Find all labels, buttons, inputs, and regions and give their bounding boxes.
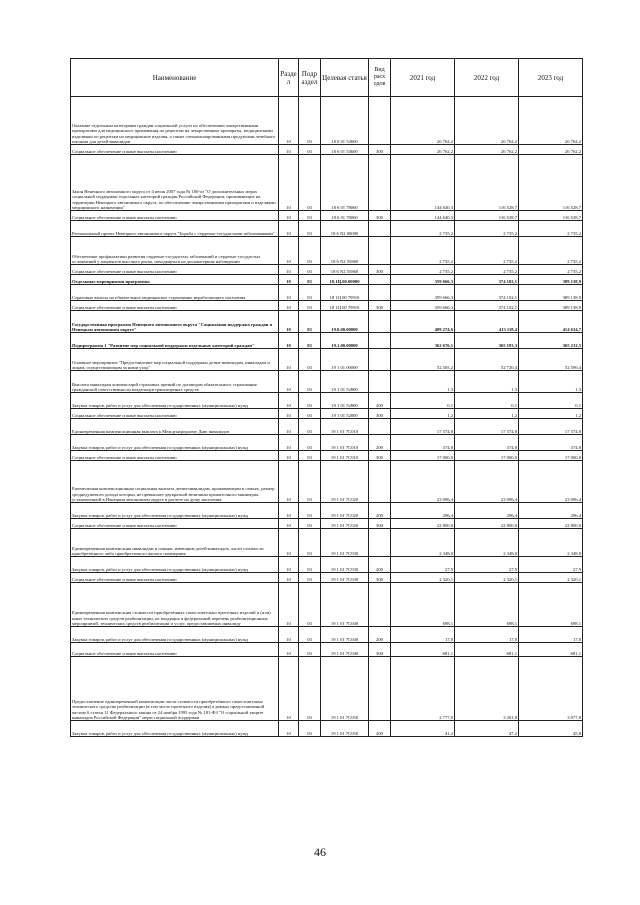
row-name: Социальное обеспечение и иные выплаты населению bbox=[71, 573, 279, 583]
table-row bbox=[71, 451, 583, 461]
table-row bbox=[71, 503, 583, 519]
row-target: 19 1 01 7С020 bbox=[321, 461, 369, 503]
table-row bbox=[71, 97, 583, 145]
row-name: Социальное обеспечение и иные выплаты населению bbox=[71, 145, 279, 155]
row-vid: 300 bbox=[369, 145, 391, 155]
row-razdel: 10 bbox=[279, 275, 299, 285]
row-name: Региональный проект Ненецкого автономного округа "Борьба с сердечно-сосудистыми заболеваниями" bbox=[71, 221, 279, 237]
row-podrazdel: 03 bbox=[299, 155, 321, 211]
row-target: 18 6 01 78060 bbox=[321, 211, 369, 221]
row-name: Выплата инвалидам компенсаций страховых премий по договорам обязательного страхования гражданской ответственности владельцев транспортных средств bbox=[71, 371, 279, 393]
row-name: Закупка товаров, работ и услуг для обеспечения государственных (муниципальных) нужд bbox=[71, 557, 279, 573]
row-2021: 23 096,4 bbox=[391, 461, 455, 503]
row-2022: 52 720,4 bbox=[455, 349, 519, 371]
row-vid: 200 bbox=[369, 393, 391, 409]
table-row bbox=[71, 657, 583, 721]
row-target: 19 1 01 7С030 bbox=[321, 557, 369, 573]
row-vid bbox=[369, 285, 391, 301]
row-target: 19 1 01 7С010 bbox=[321, 451, 369, 461]
row-2022: 26 762,2 bbox=[455, 145, 519, 155]
row-2022: 22 800,0 bbox=[455, 519, 519, 529]
row-vid bbox=[369, 237, 391, 265]
row-target: 18.1Ц.00.00000 bbox=[321, 275, 369, 285]
row-name: Закупка товаров, работ и услуг для обеспечения государственных (муниципальных) нужд bbox=[71, 503, 279, 519]
row-razdel: 10 bbox=[279, 311, 299, 333]
row-2022: 116 528,7 bbox=[455, 211, 519, 221]
row-vid: 300 bbox=[369, 211, 391, 221]
row-vid: 300 bbox=[369, 643, 391, 657]
row-podrazdel: 03 bbox=[299, 285, 321, 301]
table-row bbox=[71, 237, 583, 265]
row-2022: 0,1 bbox=[455, 393, 519, 409]
row-razdel: 10 bbox=[279, 557, 299, 573]
row-2021: 409 274,6 bbox=[391, 311, 455, 333]
row-2021: 26 762,2 bbox=[391, 145, 455, 155]
row-name: Оказание отдельным категориям граждан социальной услуги по обеспечению лекарственными препаратами для медицинского применения по рецептам на лекарственные препараты, медицинскими изделиями по рецептам на медицинские изделия, а также специализированными продуктами лечебного питания для детей-инвалидов bbox=[71, 97, 279, 145]
row-2023: 681,1 bbox=[519, 643, 583, 657]
table-row bbox=[71, 461, 583, 503]
row-vid bbox=[369, 155, 391, 211]
row-podrazdel: 03 bbox=[299, 643, 321, 657]
row-razdel: 10 bbox=[279, 349, 299, 371]
row-2021: 17 000,0 bbox=[391, 451, 455, 461]
row-name: Подпрограмма 1 "Развитие мер социальной поддержки отдельных категорий граждан" bbox=[71, 333, 279, 349]
row-2023: 2 735,2 bbox=[519, 221, 583, 237]
row-name: Основное мероприятие "Предоставление мер социальной поддержки детям-инвалидам, инвалидам и лицам, осуществляющим за ними уход" bbox=[71, 349, 279, 371]
row-2023: 0,1 bbox=[519, 393, 583, 409]
row-vid: 200 bbox=[369, 627, 391, 643]
row-razdel: 10 bbox=[279, 211, 299, 221]
row-2021: 359 666,3 bbox=[391, 275, 455, 285]
row-2023: 296,4 bbox=[519, 503, 583, 519]
row-2022: 2 320,1 bbox=[455, 573, 519, 583]
table-row bbox=[71, 627, 583, 643]
row-2021: 17 374,8 bbox=[391, 419, 455, 435]
row-2022: 2 735,2 bbox=[455, 265, 519, 275]
row-2021: 2 735,2 bbox=[391, 265, 455, 275]
row-razdel: 10 bbox=[279, 573, 299, 583]
row-2023: 2 735,2 bbox=[519, 237, 583, 265]
row-2022: 2 348,0 bbox=[455, 529, 519, 557]
row-name: Социальное обеспечение и иные выплаты населению bbox=[71, 643, 279, 657]
row-2021: 2 735,2 bbox=[391, 237, 455, 265]
row-podrazdel: 03 bbox=[299, 301, 321, 311]
row-2022: 681,1 bbox=[455, 643, 519, 657]
header-name: Наименование bbox=[71, 59, 279, 97]
row-razdel: 10 bbox=[279, 285, 299, 301]
row-2022: 17 000,0 bbox=[455, 451, 519, 461]
row-target: 19.1.00.00000 bbox=[321, 333, 369, 349]
row-2023: 2 348,0 bbox=[519, 529, 583, 557]
row-2022: 365 183,3 bbox=[455, 333, 519, 349]
row-2021: 41,2 bbox=[391, 721, 455, 737]
row-podrazdel: 03 bbox=[299, 371, 321, 393]
row-2023: 374,8 bbox=[519, 435, 583, 451]
row-2022: 374,8 bbox=[455, 435, 519, 451]
row-razdel: 10 bbox=[279, 393, 299, 409]
row-razdel: 10 bbox=[279, 237, 299, 265]
table-row bbox=[71, 145, 583, 155]
row-razdel: 10 bbox=[279, 503, 299, 519]
row-name: Закон Ненецкого автономного округа от 4 июля 2007 года № 100-оз "О дополнительных мерах социальной поддержки отдельных категорий граждан Российской Федерации, проживающих на территории Ненецкого автономного округа, по обеспечению лекарственными препаратами и изделиями медицинского назначения" bbox=[71, 155, 279, 211]
row-target: 19 1 01 52800 bbox=[321, 371, 369, 393]
row-name: Обеспечение профилактики развития сердечно-сосудистых заболеваний и сердечно-сосудистых осложнений у пациентов высокого риска, находящихся на диспансерном наблюдении bbox=[71, 237, 279, 265]
row-2023: 389 138,9 bbox=[519, 275, 583, 285]
header-razdel: Разде л bbox=[279, 59, 299, 97]
row-2023: 52 596,4 bbox=[519, 349, 583, 371]
row-2022: 1,2 bbox=[455, 409, 519, 419]
table-row bbox=[71, 211, 583, 221]
row-2021: 2 777,0 bbox=[391, 657, 455, 721]
row-2022: 23 096,4 bbox=[455, 461, 519, 503]
header-vid: Вид расх одов bbox=[369, 59, 391, 97]
row-2021: 374,8 bbox=[391, 435, 455, 451]
row-name: Страховые взносы на обязательное медицинское страхование неработающего населения bbox=[71, 285, 279, 301]
row-razdel: 10 bbox=[279, 643, 299, 657]
table-row bbox=[71, 583, 583, 627]
table-row bbox=[71, 371, 583, 393]
row-vid bbox=[369, 419, 391, 435]
table-body bbox=[71, 97, 583, 737]
row-target: 19 1 01 52800 bbox=[321, 393, 369, 409]
row-2023: 2 320,1 bbox=[519, 573, 583, 583]
row-razdel: 10 bbox=[279, 97, 299, 145]
row-podrazdel: 03 bbox=[299, 265, 321, 275]
row-2023: 17 000,0 bbox=[519, 451, 583, 461]
row-razdel: 10 bbox=[279, 627, 299, 643]
row-podrazdel: 03 bbox=[299, 573, 321, 583]
table-header-row bbox=[71, 59, 583, 97]
row-razdel: 10 bbox=[279, 265, 299, 275]
row-2023: 2 735,2 bbox=[519, 265, 583, 275]
row-2023: 389 138,9 bbox=[519, 285, 583, 301]
row-podrazdel: 03 bbox=[299, 97, 321, 145]
row-target: 18 6 N2 55860 bbox=[321, 237, 369, 265]
row-vid bbox=[369, 461, 391, 503]
table-row bbox=[71, 155, 583, 211]
row-target: 19 1 01 7С040 bbox=[321, 583, 369, 627]
row-2021: 0,1 bbox=[391, 393, 455, 409]
row-2021: 144 640,3 bbox=[391, 155, 455, 211]
row-target: 18 6 01 78060 bbox=[321, 155, 369, 211]
row-2023: 27,9 bbox=[519, 557, 583, 573]
row-podrazdel: 03 bbox=[299, 311, 321, 333]
row-razdel: 10 bbox=[279, 435, 299, 451]
row-podrazdel: 03 bbox=[299, 221, 321, 237]
header-2023: 2023 год bbox=[519, 59, 583, 97]
row-razdel: 10 bbox=[279, 451, 299, 461]
row-name: Единовременная компенсационная выплата к Международному Дню инвалидов bbox=[71, 419, 279, 435]
row-razdel: 10 bbox=[279, 301, 299, 311]
row-razdel: 10 bbox=[279, 461, 299, 503]
row-2022: 698,1 bbox=[455, 583, 519, 627]
row-razdel: 10 bbox=[279, 155, 299, 211]
header-2021: 2021 год bbox=[391, 59, 455, 97]
row-podrazdel: 03 bbox=[299, 275, 321, 285]
table-row bbox=[71, 643, 583, 657]
table-row bbox=[71, 409, 583, 419]
row-2022: 3 201,8 bbox=[455, 657, 519, 721]
row-name: Закупка товаров, работ и услуг для обеспечения государственных (муниципальных) нужд bbox=[71, 393, 279, 409]
row-vid: 300 bbox=[369, 573, 391, 583]
row-2022: 374 102,1 bbox=[455, 301, 519, 311]
row-razdel: 10 bbox=[279, 519, 299, 529]
row-2021: 362 676,1 bbox=[391, 333, 455, 349]
row-vid: 300 bbox=[369, 409, 391, 419]
row-razdel: 10 bbox=[279, 371, 299, 393]
row-target: 19 1 01 7С050 bbox=[321, 657, 369, 721]
row-2023: 17 374,8 bbox=[519, 419, 583, 435]
row-target: 18 6 01 54600 bbox=[321, 145, 369, 155]
row-razdel: 10 bbox=[279, 409, 299, 419]
row-razdel: 10 bbox=[279, 221, 299, 237]
row-2023: 698,1 bbox=[519, 583, 583, 627]
row-podrazdel: 03 bbox=[299, 145, 321, 155]
row-target: 19 1 01 7С040 bbox=[321, 643, 369, 657]
row-2021: 681,1 bbox=[391, 643, 455, 657]
row-target: 19 1 01 7С030 bbox=[321, 529, 369, 557]
row-vid bbox=[369, 221, 391, 237]
row-podrazdel: 03 bbox=[299, 583, 321, 627]
row-2021: 144 640,3 bbox=[391, 211, 455, 221]
row-2022: 413 118,4 bbox=[455, 311, 519, 333]
row-2021: 22 800,0 bbox=[391, 519, 455, 529]
row-target: 19 1 01 7С010 bbox=[321, 419, 369, 435]
row-podrazdel: 03 bbox=[299, 333, 321, 349]
row-vid bbox=[369, 349, 391, 371]
row-2021: 17,0 bbox=[391, 627, 455, 643]
page-number: 46 bbox=[314, 845, 326, 859]
row-2022: 2 735,2 bbox=[455, 237, 519, 265]
row-vid: 300 bbox=[369, 301, 391, 311]
table-row bbox=[71, 557, 583, 573]
row-podrazdel: 03 bbox=[299, 451, 321, 461]
row-podrazdel: 03 bbox=[299, 721, 321, 737]
row-podrazdel: 03 bbox=[299, 503, 321, 519]
row-vid: 300 bbox=[369, 451, 391, 461]
row-2023: 23 096,4 bbox=[519, 461, 583, 503]
row-razdel: 10 bbox=[279, 529, 299, 557]
row-2021: 2 348,0 bbox=[391, 529, 455, 557]
row-target: 19 1 01 52800 bbox=[321, 409, 369, 419]
row-name: Ежемесячная компенсационная социальная выплата детям-инвалидам, проживающим в семьях, размер среднедушевого дохода которых не превышает двукратной величины прожиточного минимума, установленной в Ненецком автономном округе в расчете на душу населения bbox=[71, 461, 279, 503]
row-vid bbox=[369, 583, 391, 627]
row-podrazdel: 03 bbox=[299, 627, 321, 643]
row-target: 19.0.00.00000 bbox=[321, 311, 369, 333]
row-2021: 359 666,3 bbox=[391, 301, 455, 311]
row-razdel: 10 bbox=[279, 333, 299, 349]
row-2023: 1,3 bbox=[519, 371, 583, 393]
row-vid bbox=[369, 275, 391, 285]
row-2023: 45,8 bbox=[519, 721, 583, 737]
row-target: 19 1 01 00000 bbox=[321, 349, 369, 371]
row-2022: 2 735,2 bbox=[455, 221, 519, 237]
row-2023: 17,0 bbox=[519, 627, 583, 643]
row-name: Социальное обеспечение и иные выплаты населению bbox=[71, 409, 279, 419]
row-podrazdel: 03 bbox=[299, 237, 321, 265]
row-2022: 296,4 bbox=[455, 503, 519, 519]
row-2022: 374 102,1 bbox=[455, 275, 519, 285]
table-row bbox=[71, 333, 583, 349]
row-2021: 26 762,2 bbox=[391, 97, 455, 145]
row-2023: 26 762,2 bbox=[519, 145, 583, 155]
row-podrazdel: 03 bbox=[299, 435, 321, 451]
row-razdel: 10 bbox=[279, 145, 299, 155]
row-2023: 116 528,7 bbox=[519, 211, 583, 221]
row-2023: 365 213,5 bbox=[519, 333, 583, 349]
row-name: Единовременная компенсация инвалидам и семьям, имеющим детей-инвалидов, части стоимости приобретённого либо приобретаемого жилого помещения bbox=[71, 529, 279, 557]
table-row bbox=[71, 275, 583, 285]
row-2022: 1,3 bbox=[455, 371, 519, 393]
row-podrazdel: 03 bbox=[299, 349, 321, 371]
row-name: Предоставление единовременной компенсации части стоимости приобретённого самостоятельно технического средства реабилитации (в том числе протезного изделия) в рамках предоставленной частью 6 статьи 11 Федерального закона от 24 ноября 1995 года № 181-ФЗ "О социальной защите инвалидов Российской Федерации" меры социальной поддержки bbox=[71, 657, 279, 721]
row-name: Отдельные мероприятия программы bbox=[71, 275, 279, 285]
row-name: Социальное обеспечение и иные выплаты населению bbox=[71, 265, 279, 275]
table-row bbox=[71, 529, 583, 557]
row-2023: 22 800,0 bbox=[519, 519, 583, 529]
row-target: 19 1 01 7С040 bbox=[321, 627, 369, 643]
row-2021: 1,2 bbox=[391, 409, 455, 419]
row-podrazdel: 03 bbox=[299, 461, 321, 503]
table-row bbox=[71, 721, 583, 737]
row-2022: 27,9 bbox=[455, 557, 519, 573]
header-target: Целевая статья bbox=[321, 59, 369, 97]
row-2023: 3 077,8 bbox=[519, 657, 583, 721]
row-vid bbox=[369, 529, 391, 557]
row-target: 19 1 01 7С020 bbox=[321, 519, 369, 529]
row-podrazdel: 03 bbox=[299, 393, 321, 409]
row-vid: 200 bbox=[369, 503, 391, 519]
row-name: Закупка товаров, работ и услуг для обеспечения государственных (муниципальных) нужд bbox=[71, 721, 279, 737]
row-target: 19 1 01 7С050 bbox=[321, 721, 369, 737]
row-2021: 2 320,1 bbox=[391, 573, 455, 583]
table-row bbox=[71, 519, 583, 529]
row-podrazdel: 03 bbox=[299, 557, 321, 573]
row-vid bbox=[369, 657, 391, 721]
row-podrazdel: 03 bbox=[299, 409, 321, 419]
row-2023: 1,2 bbox=[519, 409, 583, 419]
table-row bbox=[71, 349, 583, 371]
row-2021: 52 505,2 bbox=[391, 349, 455, 371]
row-2021: 296,4 bbox=[391, 503, 455, 519]
table-row bbox=[71, 285, 583, 301]
row-podrazdel: 03 bbox=[299, 211, 321, 221]
row-razdel: 10 bbox=[279, 721, 299, 737]
row-name: Единовременная компенсация стоимости приобретённых самостоятельно протезных изделий и (или) иных технических средств реабилитации, не входящих в федеральный перечень реабилитационных мероприятий, технических средств реабилитации и услуг, предоставляемых инвалиду bbox=[71, 583, 279, 627]
row-razdel: 10 bbox=[279, 657, 299, 721]
row-name: Закупка товаров, работ и услуг для обеспечения государственных (муниципальных) нужд bbox=[71, 435, 279, 451]
row-target: 18 6 N2 00000 bbox=[321, 221, 369, 237]
row-vid: 200 bbox=[369, 721, 391, 737]
table-row bbox=[71, 393, 583, 409]
row-2021: 698,1 bbox=[391, 583, 455, 627]
row-razdel: 10 bbox=[279, 419, 299, 435]
row-2023: 116 528,7 bbox=[519, 155, 583, 211]
row-name: Социальное обеспечение и иные выплаты населению bbox=[71, 211, 279, 221]
row-name: Государственная программа Ненецкого автономного округа "Социальная поддержка граждан в Ненецком автономном округе" bbox=[71, 311, 279, 333]
row-vid bbox=[369, 311, 391, 333]
budget-table-container bbox=[70, 58, 582, 737]
header-podrazdel: Подр аздел bbox=[299, 59, 321, 97]
row-2021: 2 735,2 bbox=[391, 221, 455, 237]
row-2022: 47,2 bbox=[455, 721, 519, 737]
row-target: 19 1 01 7С030 bbox=[321, 573, 369, 583]
row-podrazdel: 03 bbox=[299, 657, 321, 721]
row-vid bbox=[369, 333, 391, 349]
row-2023: 26 762,2 bbox=[519, 97, 583, 145]
header-2022: 2022 год bbox=[455, 59, 519, 97]
row-podrazdel: 03 bbox=[299, 419, 321, 435]
row-razdel: 10 bbox=[279, 583, 299, 627]
row-name: Социальное обеспечение и иные выплаты населению bbox=[71, 519, 279, 529]
row-target: 18 1Ц 00 79910 bbox=[321, 285, 369, 301]
budget-table bbox=[70, 58, 583, 737]
table-row bbox=[71, 221, 583, 237]
row-2023: 389 138,9 bbox=[519, 301, 583, 311]
row-vid: 200 bbox=[369, 557, 391, 573]
row-podrazdel: 03 bbox=[299, 519, 321, 529]
row-name: Социальное обеспечение и иные выплаты населению bbox=[71, 301, 279, 311]
row-name: Закупка товаров, работ и услуг для обеспечения государственных (муниципальных) нужд bbox=[71, 627, 279, 643]
row-2021: 1,3 bbox=[391, 371, 455, 393]
table-row bbox=[71, 435, 583, 451]
row-2022: 26 762,2 bbox=[455, 97, 519, 145]
row-podrazdel: 03 bbox=[299, 529, 321, 557]
table-row bbox=[71, 419, 583, 435]
row-target: 18 1Ц 00 79910 bbox=[321, 301, 369, 311]
row-target: 18 6 01 54600 bbox=[321, 97, 369, 145]
row-2022: 116 528,7 bbox=[455, 155, 519, 211]
row-2021: 27,9 bbox=[391, 557, 455, 573]
row-2021: 359 666,3 bbox=[391, 285, 455, 301]
table-row bbox=[71, 311, 583, 333]
table-row bbox=[71, 265, 583, 275]
row-vid bbox=[369, 371, 391, 393]
row-vid bbox=[369, 97, 391, 145]
row-vid: 200 bbox=[369, 435, 391, 451]
row-2022: 374 102,1 bbox=[455, 285, 519, 301]
row-vid: 300 bbox=[369, 519, 391, 529]
row-vid: 300 bbox=[369, 265, 391, 275]
row-target: 18 6 N2 55860 bbox=[321, 265, 369, 275]
row-target: 19 1 01 7С010 bbox=[321, 435, 369, 451]
table-row bbox=[71, 573, 583, 583]
row-2022: 17,0 bbox=[455, 627, 519, 643]
row-2022: 17 374,8 bbox=[455, 419, 519, 435]
table-row bbox=[71, 301, 583, 311]
row-name: Социальное обеспечение и иные выплаты населению bbox=[71, 451, 279, 461]
row-2023: 414 634,7 bbox=[519, 311, 583, 333]
row-target: 19 1 01 7С020 bbox=[321, 503, 369, 519]
